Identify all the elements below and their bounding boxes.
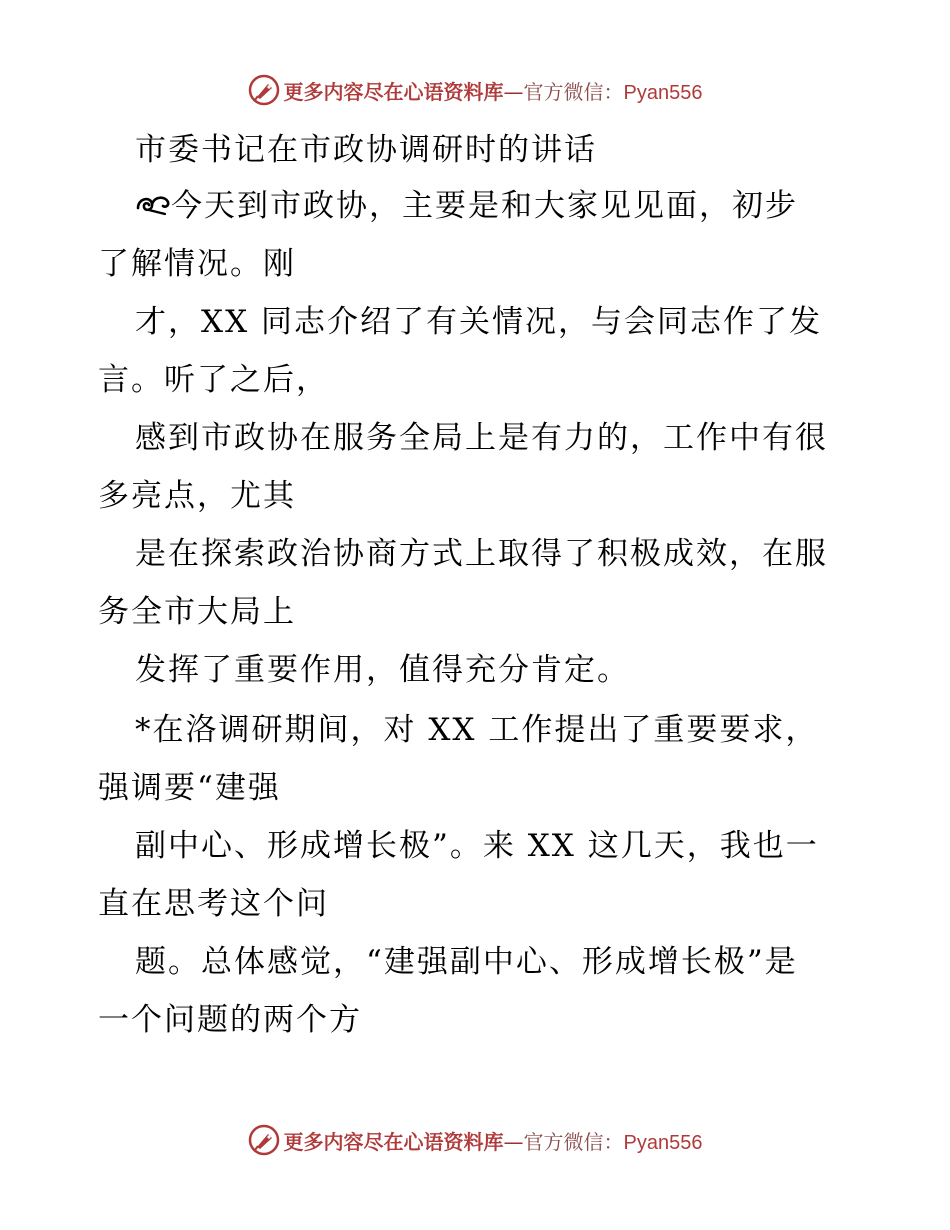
- watermark-wechat-id: Pyan556: [623, 1131, 703, 1154]
- body-line-7: 是在探索政治协商方式上取得了积极成效，在服: [135, 536, 828, 572]
- watermark-official-label: 官方微信：: [523, 1129, 624, 1154]
- body-line-3: 才，XX 同志介绍了有关情况，与会同志作了发: [135, 304, 822, 340]
- watermark-dash: —: [503, 79, 524, 104]
- swirl-glyph-icon: [135, 190, 171, 220]
- watermark-wechat-id: Pyan556: [623, 81, 703, 104]
- body-line-5: 感到市政协在服务全局上是有力的，工作中有很: [135, 420, 828, 456]
- watermark-main-text: 更多内容尽在心语资料库: [283, 79, 504, 104]
- pen-nib-logo-icon: [248, 1124, 280, 1156]
- watermark-text: [284, 1126, 703, 1155]
- watermark-text: [284, 76, 703, 105]
- body-line-2: 了解情况。刚: [98, 246, 296, 282]
- body-line-1: [135, 186, 798, 226]
- watermark-dash: —: [503, 1129, 524, 1154]
- body-line-12: 副中心、形成增长极”。来 XX 这几天，我也一: [135, 828, 819, 864]
- watermark-banner-bottom: [0, 1120, 950, 1160]
- watermark-main-text: 更多内容尽在心语资料库: [283, 1129, 504, 1154]
- body-line-8: 务全市大局上: [98, 594, 296, 630]
- body-line-9: 发挥了重要作用，值得充分肯定。: [135, 652, 630, 688]
- document-title: 市委书记在市政协调研时的讲话: [135, 132, 597, 168]
- body-line-14: 题。总体感觉，“建强副中心、形成增长极”是: [135, 944, 798, 980]
- body-line-15: 一个问题的两个方: [98, 1002, 362, 1038]
- pen-nib-logo-icon: [248, 74, 280, 106]
- watermark-official-label: 官方微信：: [523, 79, 624, 104]
- body-line-11: 强调要“建强: [98, 770, 281, 806]
- body-line-4: 言。听了之后，: [98, 362, 329, 398]
- watermark-banner-top: [0, 70, 950, 110]
- body-line-10: *在洛调研期间，对 XX 工作提出了重要要求，: [135, 712, 819, 748]
- body-line-1-text: 今天到市政协，主要是和大家见见面，初步: [171, 188, 798, 224]
- body-line-13: 直在思考这个问: [98, 886, 329, 922]
- body-line-6: 多亮点，尤其: [98, 478, 296, 514]
